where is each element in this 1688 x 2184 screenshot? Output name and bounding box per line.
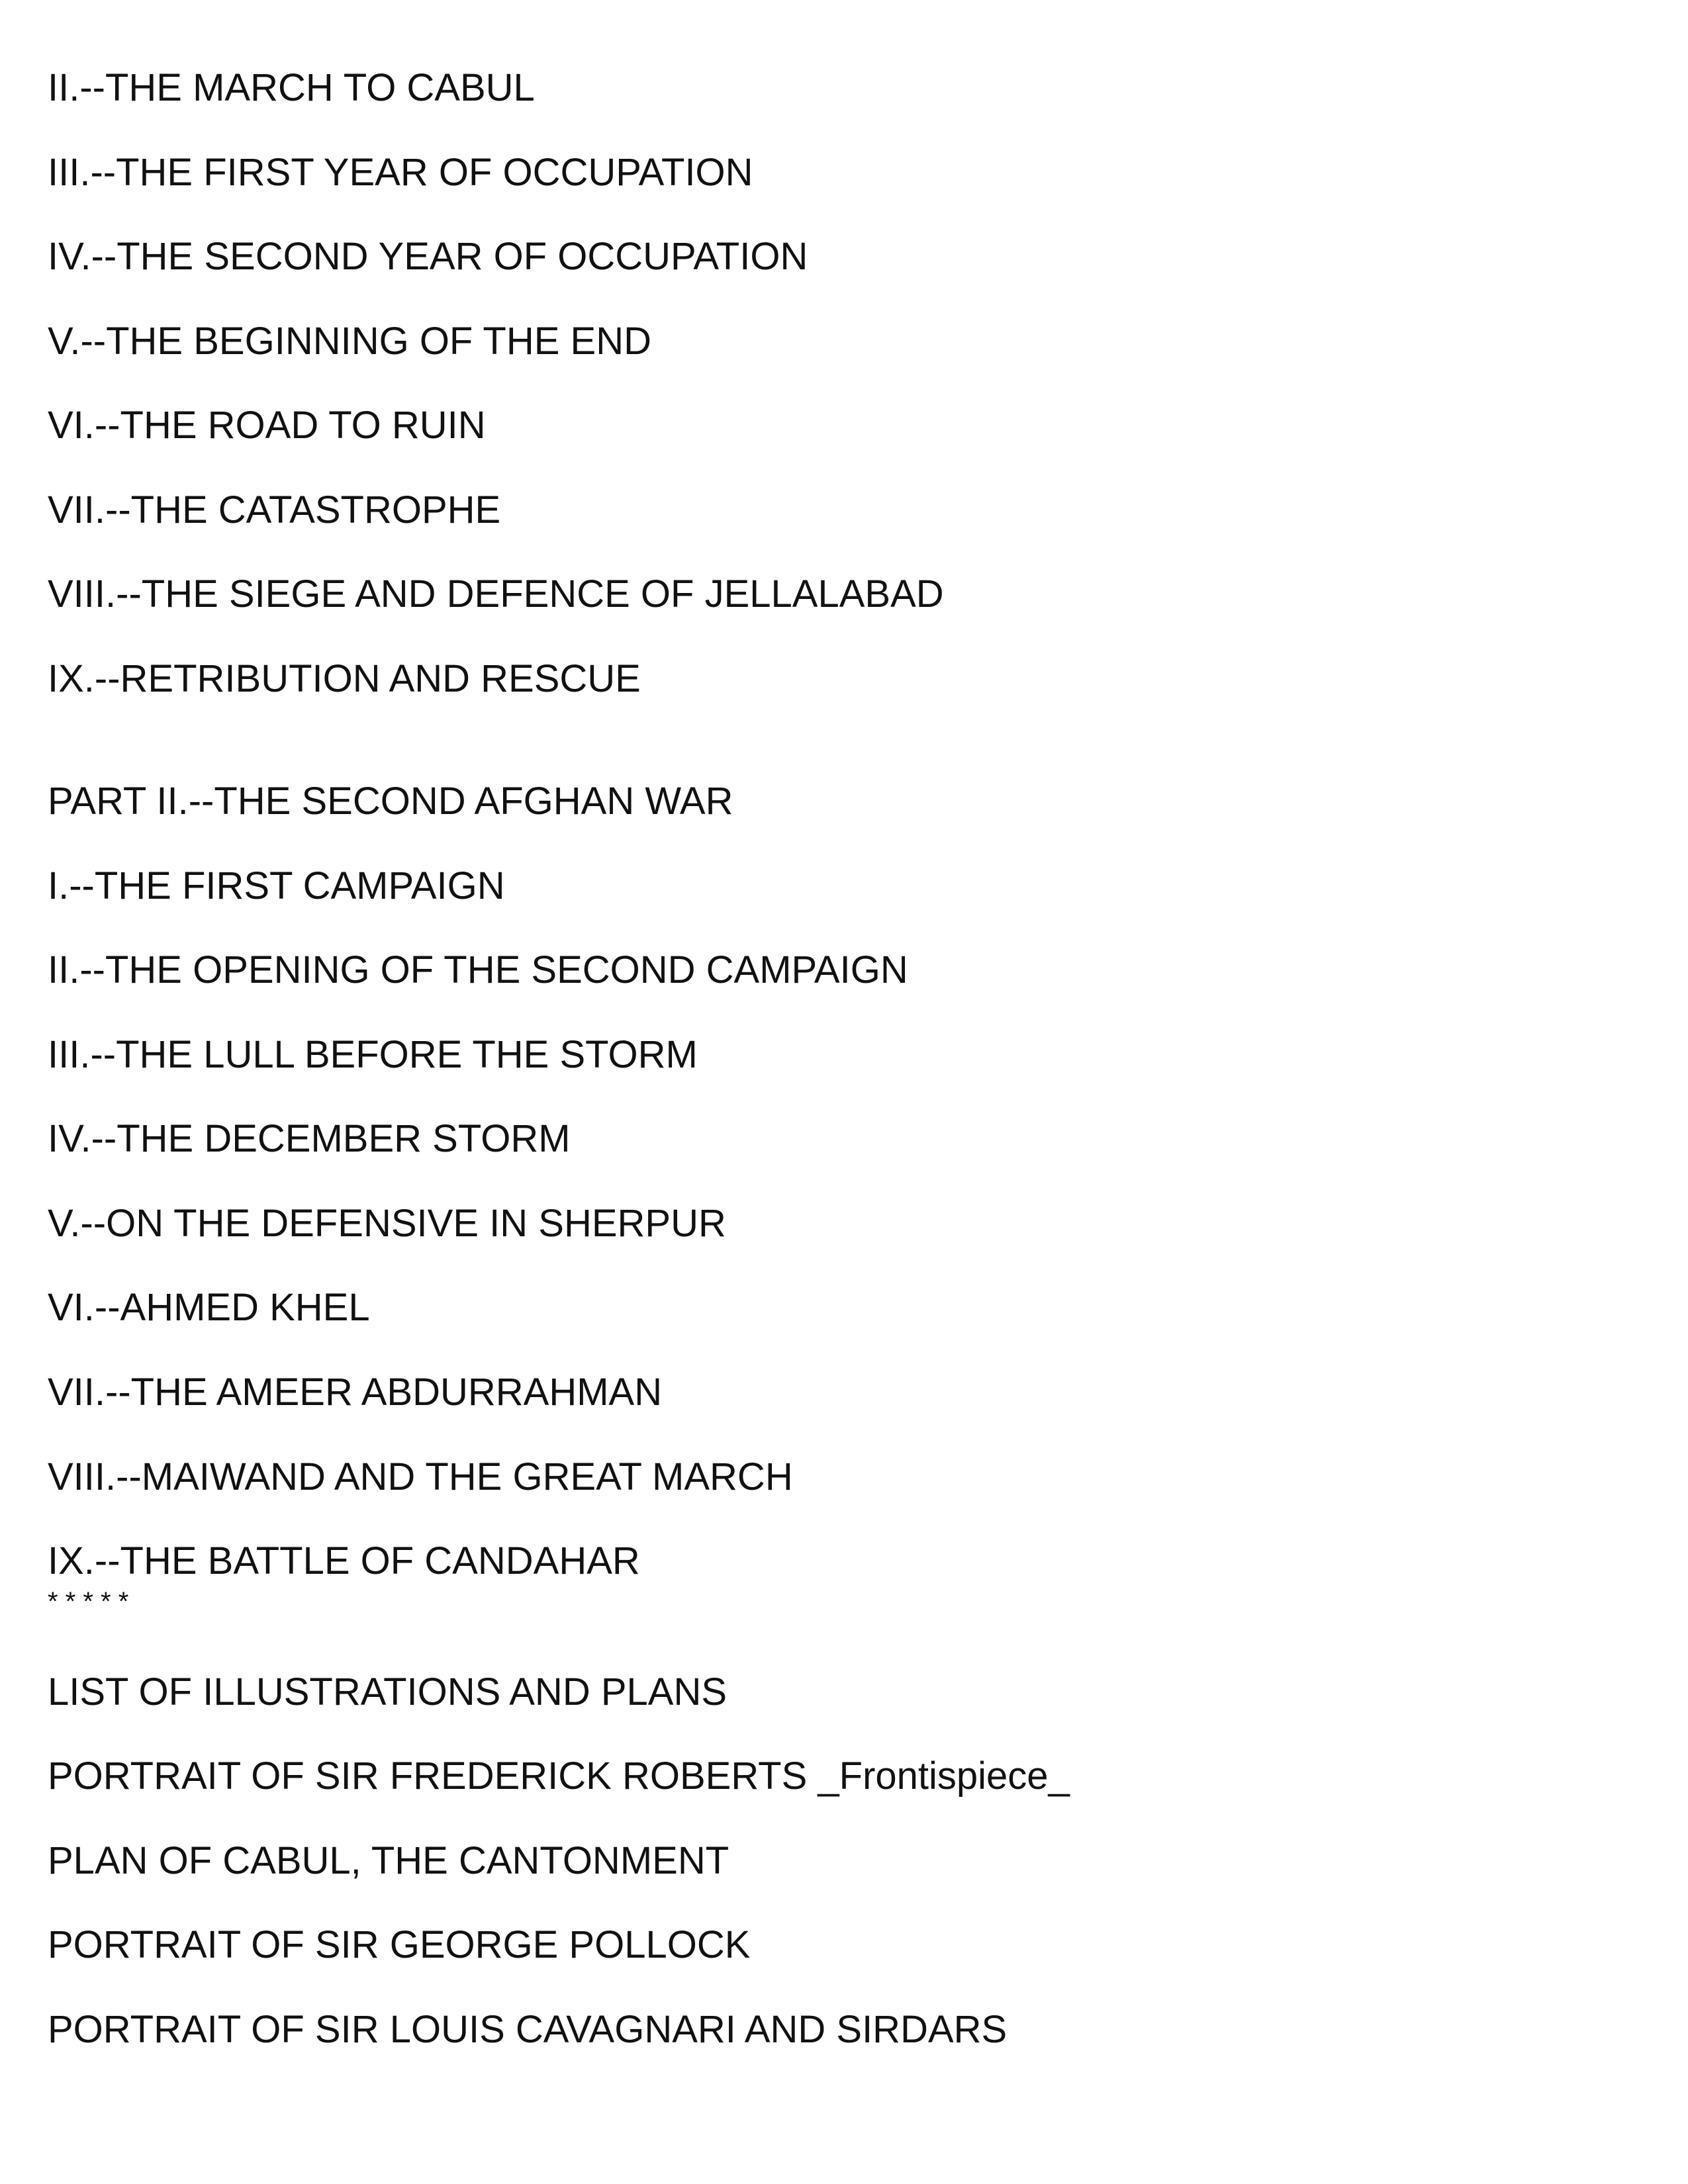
illustration-entry: PLAN OF CABUL, THE CANTONMENT	[48, 1839, 729, 1882]
chapter-entry: IX.--THE BATTLE OF CANDAHAR	[48, 1539, 640, 1582]
chapter-entry: VII.--THE AMEER ABDURRAHMAN	[48, 1371, 663, 1414]
chapter-entry: II.--THE OPENING OF THE SECOND CAMPAIGN	[48, 948, 908, 991]
illustration-entry: PORTRAIT OF SIR FREDERICK ROBERTS _Frontispiece_	[48, 1754, 1070, 1797]
chapter-entry: IX.--RETRIBUTION AND RESCUE	[48, 657, 641, 700]
chapter-entry: V.--ON THE DEFENSIVE IN SHERPUR	[48, 1202, 726, 1245]
chapter-entry: VII.--THE CATASTROPHE	[48, 488, 501, 531]
illustration-entry: PORTRAIT OF SIR LOUIS CAVAGNARI AND SIRDARS	[48, 2008, 1008, 2051]
chapter-entry: IV.--THE SECOND YEAR OF OCCUPATION	[48, 235, 808, 278]
chapter-entry: VI.--THE ROAD TO RUIN	[48, 404, 486, 447]
chapter-entry: III.--THE FIRST YEAR OF OCCUPATION	[48, 151, 753, 194]
chapter-entry: VIII.--MAIWAND AND THE GREAT MARCH	[48, 1455, 793, 1498]
part-heading: PART II.--THE SECOND AFGHAN WAR	[48, 780, 733, 823]
illustration-entry: PORTRAIT OF SIR GEORGE POLLOCK	[48, 1923, 751, 1966]
chapter-entry: VIII.--THE SIEGE AND DEFENCE OF JELLALABAD	[48, 572, 944, 615]
section-separator: * * * * *	[48, 1587, 129, 1616]
chapter-entry: VI.--AHMED KHEL	[48, 1286, 370, 1329]
illustrations-heading: LIST OF ILLUSTRATIONS AND PLANS	[48, 1670, 727, 1713]
chapter-entry: V.--THE BEGINNING OF THE END	[48, 320, 651, 363]
chapter-entry: IV.--THE DECEMBER STORM	[48, 1117, 571, 1160]
chapter-entry: I.--THE FIRST CAMPAIGN	[48, 864, 505, 907]
chapter-entry: II.--THE MARCH TO CABUL	[48, 66, 535, 109]
chapter-entry: III.--THE LULL BEFORE THE STORM	[48, 1033, 698, 1076]
